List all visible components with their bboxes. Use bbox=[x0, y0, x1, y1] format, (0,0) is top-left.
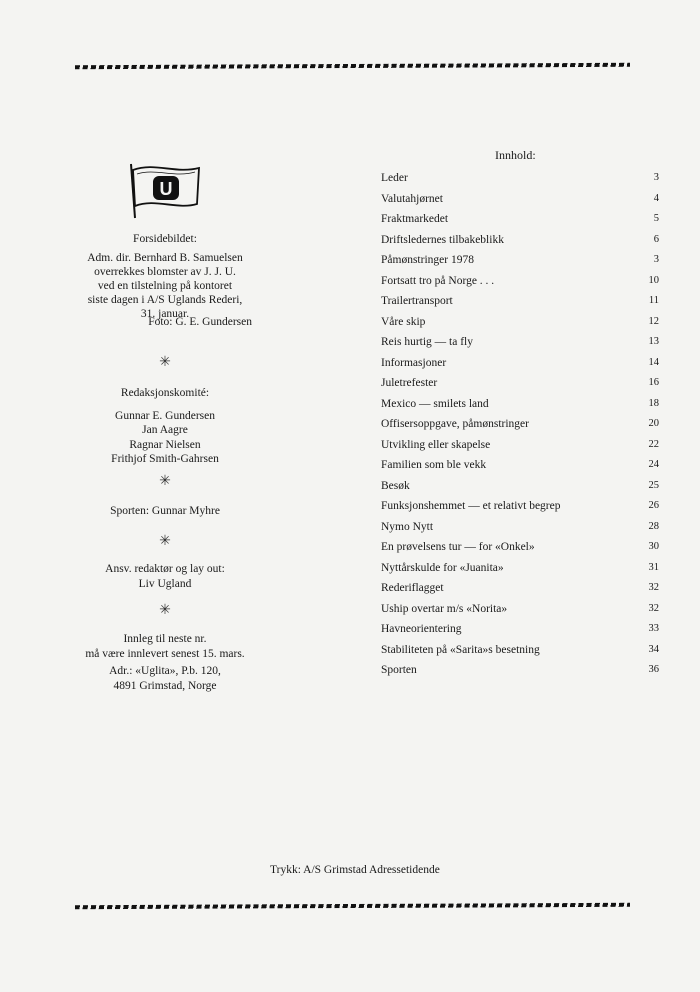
toc-entry bbox=[381, 623, 659, 639]
toc-entry-page: 16 bbox=[648, 377, 659, 388]
toc-entry-page: 30 bbox=[648, 541, 659, 552]
toc-entry bbox=[381, 644, 659, 660]
toc-entry-title: Sporten bbox=[381, 664, 417, 676]
toc-entry bbox=[381, 500, 659, 516]
toc-entry-page: 4 bbox=[653, 192, 659, 204]
toc-entry bbox=[381, 418, 659, 434]
toc-entry-page: 3 bbox=[653, 254, 659, 265]
toc-entry bbox=[381, 213, 659, 229]
bottom-decorative-rule bbox=[75, 903, 630, 909]
toc-entry bbox=[381, 398, 659, 414]
caption-line: siste dagen i A/S Uglands Rederi, bbox=[87, 294, 243, 306]
committee-block bbox=[70, 386, 260, 467]
company-flag-icon bbox=[125, 160, 205, 220]
toc-entry-title: Familien som ble vekk bbox=[381, 459, 487, 471]
toc-entry bbox=[381, 295, 659, 311]
caption-title: Forsidebildet: bbox=[133, 233, 197, 245]
toc-entry-title: Valutahjørnet bbox=[381, 192, 443, 205]
asterisk-divider-icon: ✳ bbox=[159, 355, 171, 370]
toc-entry-title: Rederiflagget bbox=[381, 582, 444, 594]
photo-credit: Foto: G. E. Gundersen bbox=[148, 316, 252, 328]
toc-entry-title: Fraktmarkedet bbox=[381, 213, 449, 225]
toc-entry-page: 14 bbox=[648, 356, 659, 368]
top-decorative-rule bbox=[75, 63, 630, 69]
toc-entry bbox=[381, 521, 659, 537]
asterisk-divider-icon: ✳ bbox=[159, 534, 171, 549]
toc-entry-page: 10 bbox=[648, 274, 659, 286]
toc-entry-page: 34 bbox=[648, 643, 659, 655]
toc-entry-title: Påmønstringer 1978 bbox=[381, 254, 474, 266]
address-line: 4891 Grimstad, Norge bbox=[113, 679, 217, 692]
committee-title: Redaksjonskomité: bbox=[120, 387, 210, 399]
deadline-line: må være innlevert senest 15. mars. bbox=[85, 647, 245, 660]
toc-entry bbox=[381, 459, 659, 475]
toc-entry bbox=[381, 234, 659, 250]
sports-editor: Sporten: Gunnar Myhre bbox=[110, 505, 220, 517]
editor-line: Liv Ugland bbox=[138, 577, 192, 590]
asterisk-divider-icon: ✳ bbox=[159, 603, 171, 618]
toc-entry bbox=[381, 377, 659, 393]
toc-entry-page: 22 bbox=[648, 438, 659, 450]
toc-entry-title: Nyttårskulde for «Juanita» bbox=[381, 561, 504, 574]
toc-entry bbox=[381, 193, 659, 209]
toc-entry-title: Nymo Nytt bbox=[381, 520, 434, 533]
caption-line: overrekkes blomster av J. J. U. bbox=[94, 266, 236, 278]
deadline-block bbox=[70, 632, 260, 661]
toc-entry-title: Offisersoppgave, påmønstringer bbox=[381, 418, 529, 430]
toc-entry bbox=[381, 275, 659, 291]
toc-entry-page: 36 bbox=[648, 664, 659, 675]
toc-entry-title: Mexico — smilets land bbox=[381, 397, 489, 410]
deadline-line: Innleg til neste nr. bbox=[123, 633, 207, 645]
toc-entry-title: Fortsatt tro på Norge . . . bbox=[381, 274, 495, 287]
toc-entry-title: Utvikling eller skapelse bbox=[381, 438, 491, 451]
toc-entry bbox=[381, 254, 659, 270]
toc-entry bbox=[381, 316, 659, 332]
toc-entry-page: 24 bbox=[648, 459, 659, 470]
toc-entry-title: Reis hurtig — ta fly bbox=[381, 336, 473, 348]
committee-member: Ragnar Nielsen bbox=[129, 438, 201, 451]
toc-entry bbox=[381, 357, 659, 373]
editor-line: Ansv. redaktør og lay out: bbox=[105, 563, 225, 575]
caption-line: 31. januar. bbox=[140, 308, 190, 320]
toc-entry-page: 32 bbox=[648, 602, 659, 614]
toc-entry bbox=[381, 480, 659, 496]
toc-entry-page: 13 bbox=[648, 336, 659, 347]
toc-entry-title: En prøvelsens tur — for «Onkel» bbox=[381, 541, 535, 553]
toc-entry-title: Stabiliteten på «Sarita»s besetning bbox=[381, 643, 540, 656]
toc-entry-page: 18 bbox=[648, 397, 659, 409]
toc-entry bbox=[381, 172, 659, 188]
toc-entry-page: 12 bbox=[648, 315, 659, 327]
editor-block bbox=[70, 562, 260, 591]
toc-entry-title: Funksjonshemmet — et relativt begrep bbox=[381, 500, 561, 512]
toc-entry-page: 11 bbox=[648, 295, 659, 306]
toc-entry-title: Besøk bbox=[381, 479, 410, 492]
toc-entry-title: Trailertransport bbox=[381, 295, 453, 307]
toc-entry-title: Våre skip bbox=[381, 315, 426, 328]
toc-heading: Innhold: bbox=[495, 148, 536, 162]
toc-entry-page: 6 bbox=[653, 233, 659, 245]
toc-entry-title: Juletrefester bbox=[381, 377, 438, 389]
address-block bbox=[70, 664, 260, 693]
asterisk-divider-icon: ✳ bbox=[159, 474, 171, 489]
caption-line: Adm. dir. Bernhard B. Samuelsen bbox=[87, 252, 243, 264]
toc-entry-title: Leder bbox=[381, 172, 408, 184]
committee-member: Frithjof Smith-Gahrsen bbox=[111, 453, 219, 466]
toc-entry-title: Informasjoner bbox=[381, 356, 447, 369]
toc-entry-page: 28 bbox=[648, 520, 659, 532]
toc-entry bbox=[381, 336, 659, 352]
committee-member: Jan Aagre bbox=[142, 424, 188, 437]
printer-credit: Trykk: A/S Grimstad Adressetidende bbox=[270, 864, 440, 876]
toc-entry-title: Havneorientering bbox=[381, 623, 462, 635]
toc-entry-page: 25 bbox=[648, 479, 659, 491]
committee-member: Gunnar E. Gundersen bbox=[115, 409, 215, 422]
toc-entry-page: 33 bbox=[648, 623, 659, 634]
toc-entry bbox=[381, 541, 659, 557]
caption-body bbox=[70, 251, 260, 321]
toc-entry-page: 31 bbox=[648, 561, 659, 573]
toc-entry-title: Driftsledernes tilbakeblikk bbox=[381, 233, 504, 246]
address-line: Adr.: «Uglita», P.b. 120, bbox=[109, 665, 221, 677]
toc-entry bbox=[381, 439, 659, 455]
toc-entry-title: Uship overtar m/s «Norita» bbox=[381, 602, 508, 615]
toc-entry-page: 3 bbox=[653, 172, 659, 183]
toc-entry bbox=[381, 582, 659, 598]
toc-entry bbox=[381, 664, 659, 680]
toc-entry-page: 5 bbox=[653, 213, 659, 224]
toc-entry-page: 20 bbox=[648, 418, 659, 429]
flag-letter: U bbox=[159, 179, 173, 199]
caption-line: ved en tilstelning på kontoret bbox=[97, 280, 233, 292]
toc-entry bbox=[381, 562, 659, 578]
toc-entry-page: 32 bbox=[648, 582, 659, 593]
toc-entry bbox=[381, 603, 659, 619]
toc-entry-page: 26 bbox=[648, 500, 659, 511]
